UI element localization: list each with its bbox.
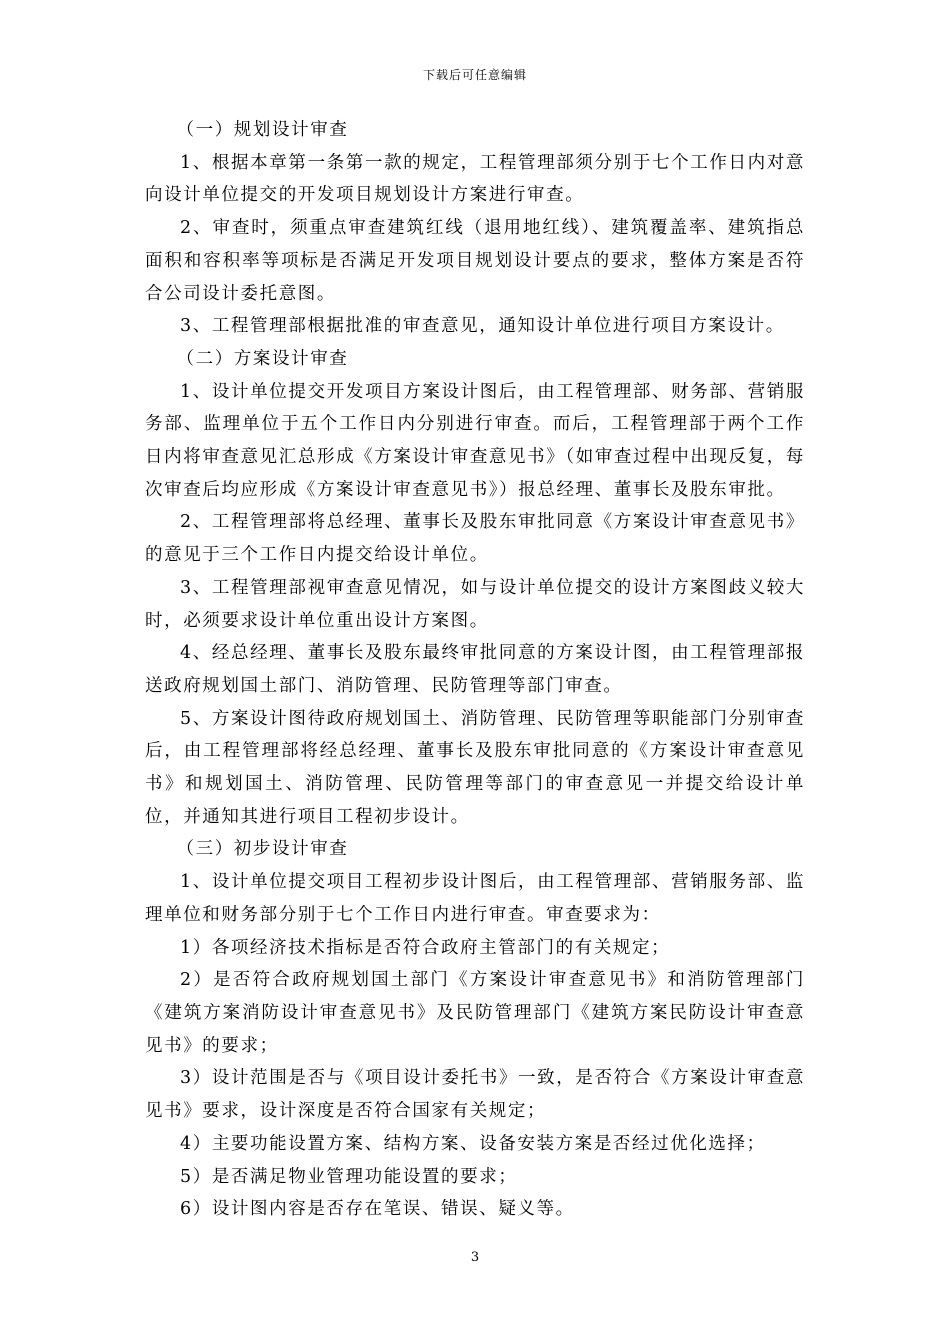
page-header: 下载后可任意编辑 — [422, 68, 527, 82]
paragraph: 4、经总经理、董事长及股东最终审批同意的方案设计图，由工程管理部报送政府规划国土部门、消防管理、民防管理等部门审查。 — [145, 643, 805, 696]
paragraph: 3、工程管理部视审查意见情况，如与设计单位提交的设计方案图歧义较大时，必须要求设计单位重出设计方案图。 — [145, 577, 805, 631]
list-item: 5）是否满足物业管理功能设置的要求； — [180, 1166, 518, 1187]
list-item: 6）设计图内容是否存在笔误、错误、疑义等。 — [180, 1199, 575, 1220]
page-number: 3 — [470, 1250, 480, 1265]
paragraph: 1、根据本章第一条第一款的规定，工程管理部须分别于七个工作日内对意向设计单位提交的开发项目规划设计方案进行审查。 — [145, 152, 805, 206]
list-item: 1）各项经济技术指标是否符合政府主管部门的有关规定； — [180, 937, 671, 958]
section-heading-2: （二）方案设计审查 — [176, 348, 349, 369]
paragraph: 3、工程管理部根据批准的审查意见，通知设计单位进行项目方案设计。 — [180, 316, 785, 337]
list-item: 4）主要功能设置方案、结构方案、设备安装方案是否经过优化选择； — [180, 1133, 766, 1154]
paragraph: 1、设计单位提交开发项目方案设计图后，由工程管理部、财务部、营销服务部、监理单位于五个工作日内分别进行审查。而后，工程管理部于两个工作日内将审查意见汇总形成《方案设计审查意见书》（如审查过程中出现反复，每次审查后均应形成《方案设计审查意见书》）报总经理、董事长及股东审批。 — [145, 381, 805, 500]
paragraph: 2、审查时，须重点审查建筑红线（退用地红线）、建筑覆盖率、建筑指总面积和容积率等项标是否满足开发项目规划设计要点的要求，整体方案是否符合公司设计委托意图。 — [145, 218, 805, 304]
paragraph: 1、设计单位提交项目工程初步设计图后，由工程管理部、营销服务部、监理单位和财务部分别于七个工作日内进行审查。审查要求为： — [145, 872, 805, 925]
section-heading-1: （一）规划设计审查 — [176, 120, 349, 140]
section-heading-3: （三）初步设计审查 — [176, 839, 349, 860]
document-body — [145, 114, 805, 1226]
list-item: 3）设计范围是否与《项目设计委托书》一致，是否符合《方案设计审查意见书》要求，设计深度是否符合国家有关规定； — [145, 1068, 805, 1122]
list-item: 2）是否符合政府规划国土部门《方案设计审查意见书》和消防管理部门《建筑方案消防设计审查意见书》及民防管理部门《建筑方案民防设计审查意见书》的要求； — [145, 970, 805, 1056]
paragraph: 5、方案设计图待政府规划国土、消防管理、民防管理等职能部门分别审查后，由工程管理部将经总经理、董事长及股东审批同意的《方案设计审查意见书》和规划国土、消防管理、民防管理等部门的审查意见一并提交给设计单位，并通知其进行项目工程初步设计。 — [145, 708, 805, 827]
paragraph: 2、工程管理部将总经理、董事长及股东审批同意《方案设计审查意见书》的意见于三个工作日内提交给设计单位。 — [145, 512, 805, 566]
